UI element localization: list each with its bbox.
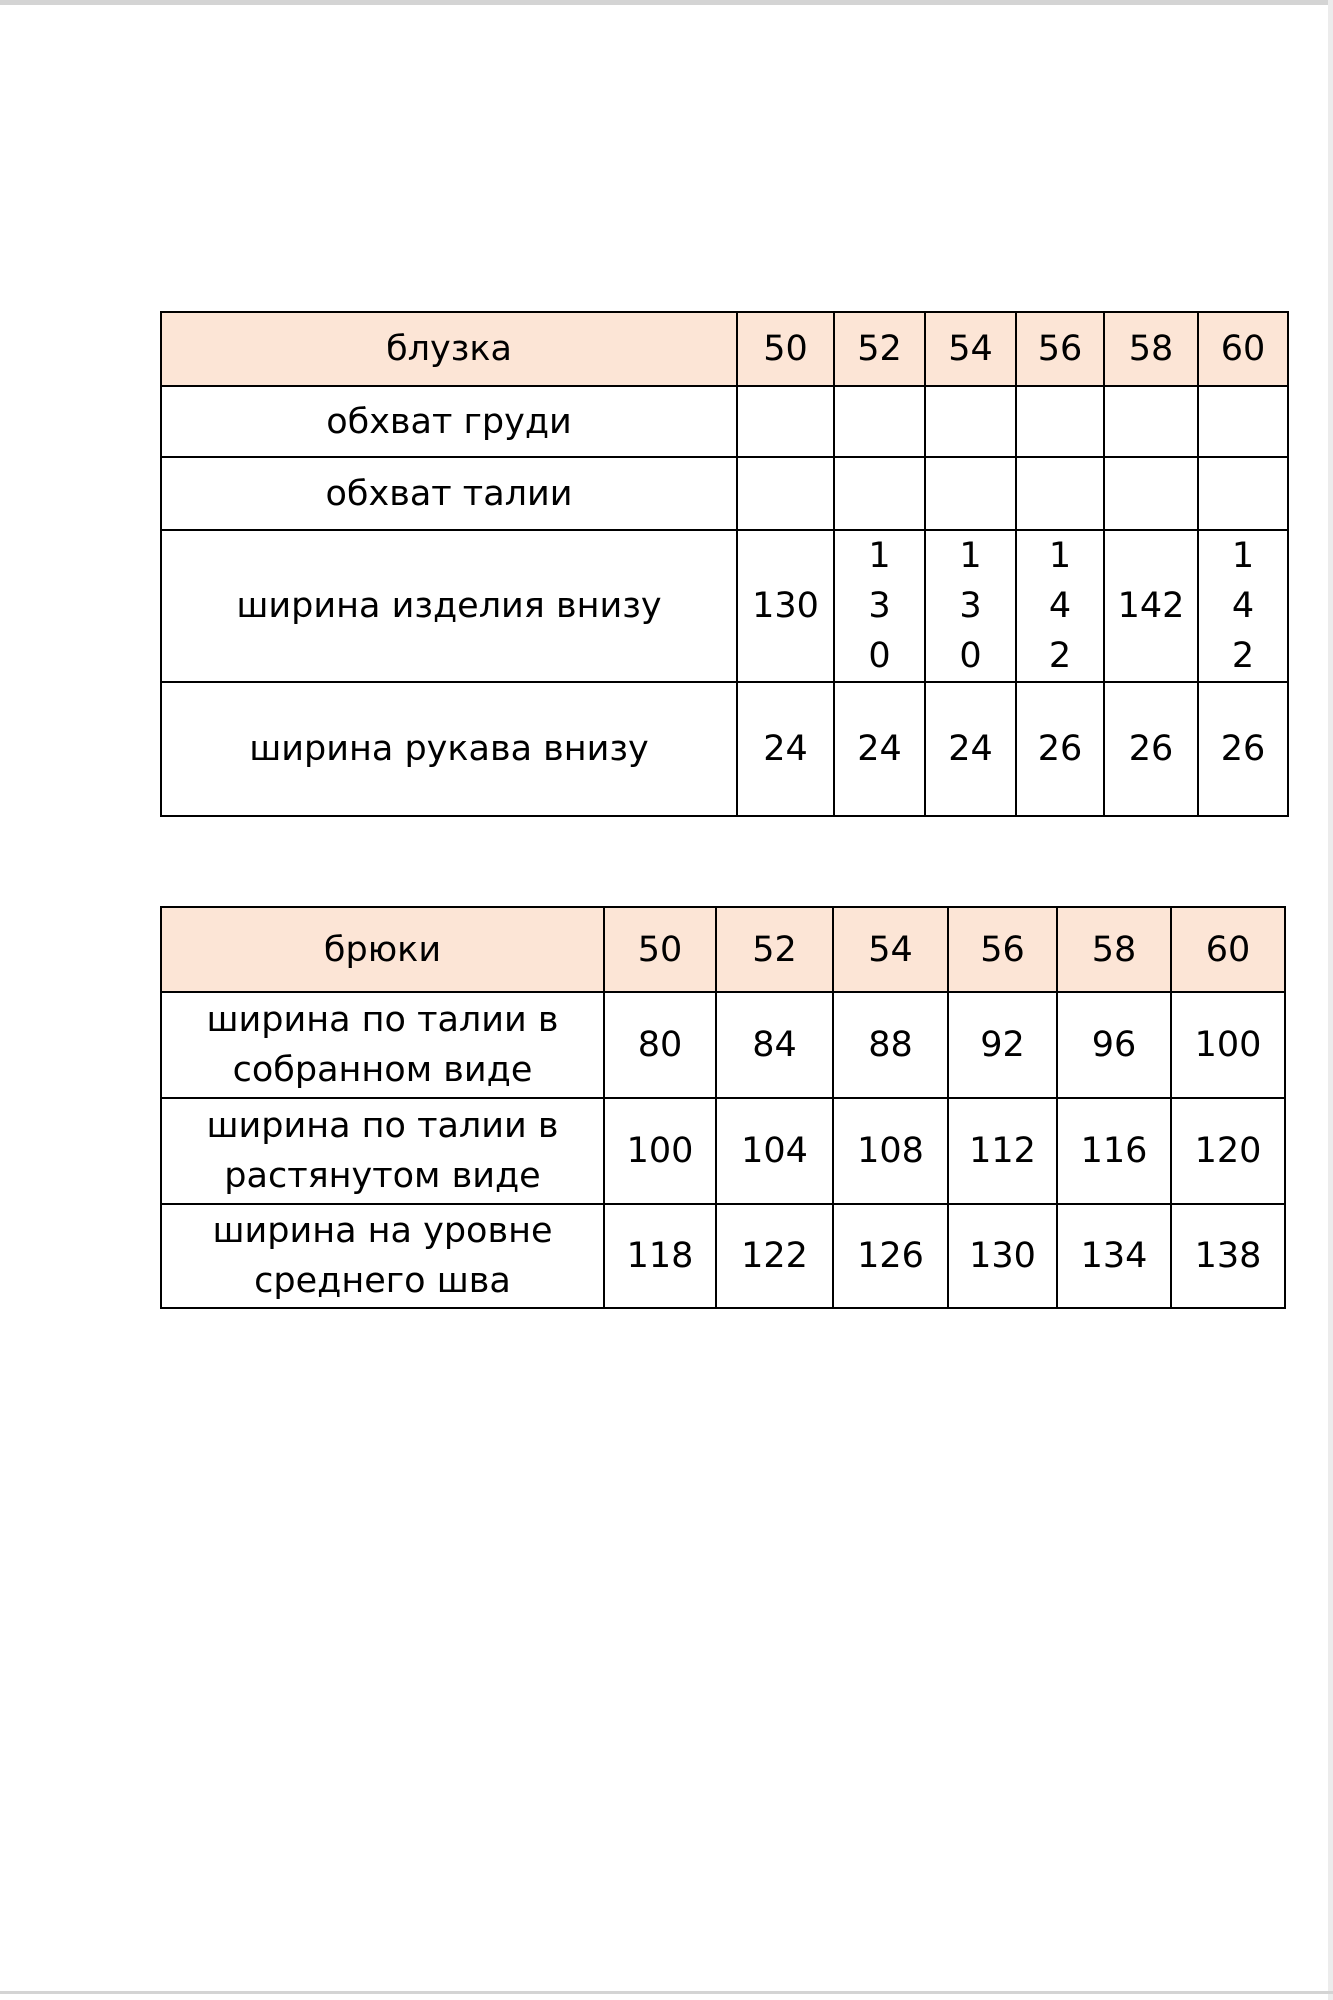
window-bottom-edge [0,1991,1333,1994]
table-row [161,1204,1285,1308]
row-label: ширина по талии в собранном виде [161,992,604,1098]
value-cell: 96 [1057,992,1171,1098]
value-cell [1198,457,1288,530]
value-cell: 26 [1198,682,1288,816]
value-cell: 26 [1016,682,1104,816]
window-top-edge [0,0,1333,5]
table-row [161,530,1288,682]
row-label: обхват груди [161,386,737,457]
row-label: ширина рукава внизу [161,682,737,816]
value-cell: 92 [948,992,1057,1098]
header-cell-garment: блузка [161,312,737,386]
blouse-size-table [160,311,1289,817]
value-cell [925,457,1016,530]
value-cell [1198,386,1288,457]
header-cell-size: 60 [1171,907,1285,992]
value-cell: 112 [948,1098,1057,1204]
value-cell: 142 [1016,530,1104,682]
value-cell: 142 [1198,530,1288,682]
value-cell: 100 [1171,992,1285,1098]
value-cell: 126 [833,1204,948,1308]
value-cell [1104,457,1198,530]
table-header-row [161,907,1285,992]
value-cell [737,457,834,530]
header-cell-size: 60 [1198,312,1288,386]
value-cell: 138 [1171,1204,1285,1308]
value-cell: 24 [925,682,1016,816]
value-cell: 122 [716,1204,833,1308]
value-cell: 24 [737,682,834,816]
row-label: ширина по талии в растянутом виде [161,1098,604,1204]
header-cell-size: 56 [948,907,1057,992]
value-cell: 130 [925,530,1016,682]
row-label: обхват талии [161,457,737,530]
value-cell: 130 [948,1204,1057,1308]
header-cell-size: 56 [1016,312,1104,386]
value-cell: 118 [604,1204,716,1308]
table-row [161,1098,1285,1204]
header-cell-size: 58 [1104,312,1198,386]
value-cell [1104,386,1198,457]
header-cell-size: 50 [737,312,834,386]
table-row [161,457,1288,530]
value-cell: 134 [1057,1204,1171,1308]
value-cell: 24 [834,682,925,816]
value-cell [834,457,925,530]
trousers-size-table [160,906,1286,1309]
value-cell: 116 [1057,1098,1171,1204]
value-cell: 108 [833,1098,948,1204]
header-cell-size: 52 [716,907,833,992]
value-cell: 130 [834,530,925,682]
header-cell-size: 58 [1057,907,1171,992]
value-cell: 100 [604,1098,716,1204]
window-right-edge [1328,0,1333,2000]
table-row [161,682,1288,816]
header-cell-size: 52 [834,312,925,386]
value-cell: 142 [1104,530,1198,682]
header-cell-size: 54 [925,312,1016,386]
value-cell [1016,457,1104,530]
value-cell: 130 [737,530,834,682]
value-cell: 88 [833,992,948,1098]
value-cell [737,386,834,457]
header-cell-size: 54 [833,907,948,992]
table-row [161,386,1288,457]
table-row [161,992,1285,1098]
value-cell: 120 [1171,1098,1285,1204]
row-label: ширина на уровне среднего шва [161,1204,604,1308]
header-cell-size: 50 [604,907,716,992]
value-cell [925,386,1016,457]
table-header-row [161,312,1288,386]
value-cell: 80 [604,992,716,1098]
value-cell: 84 [716,992,833,1098]
value-cell [834,386,925,457]
value-cell: 26 [1104,682,1198,816]
row-label: ширина изделия внизу [161,530,737,682]
header-cell-garment: брюки [161,907,604,992]
value-cell: 104 [716,1098,833,1204]
value-cell [1016,386,1104,457]
